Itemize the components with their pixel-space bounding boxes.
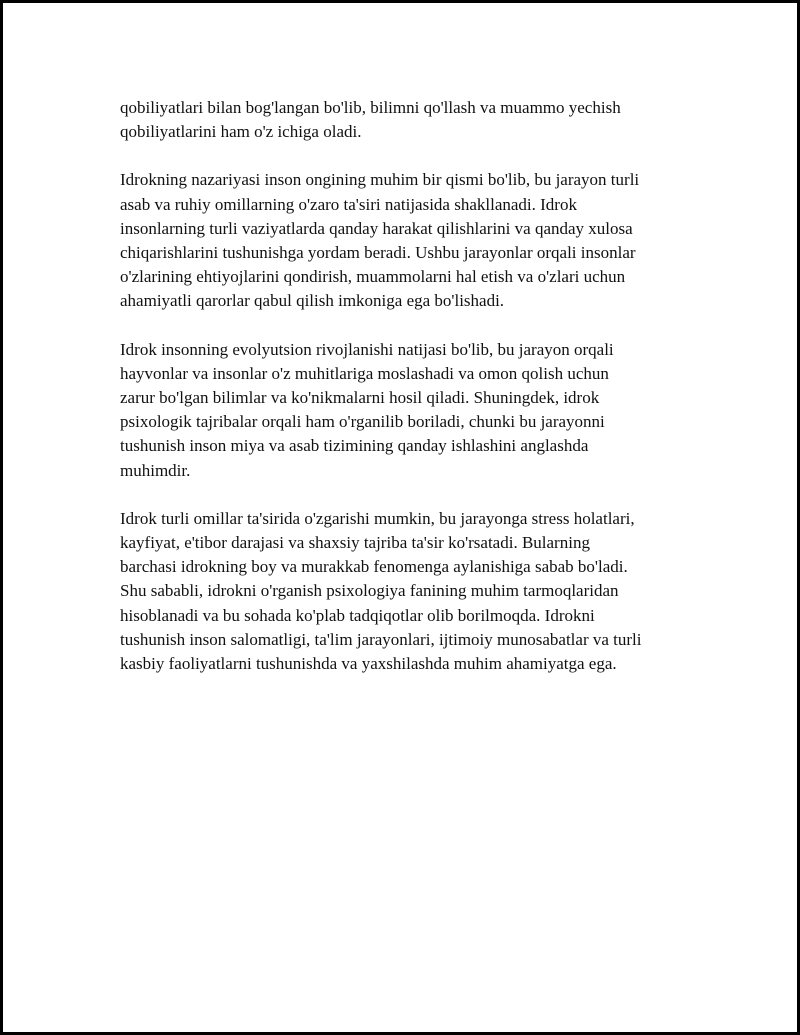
document-body (120, 96, 720, 676)
paragraph-1: qobiliyatlari bilan bog'langan bo'lib, bilimni qo'llash va muammo yechish qobiliyatlarini ham o'z ichiga oladi. (120, 98, 621, 142)
paragraph-2: Idrokning nazariyasi inson ongining muhim bir qismi bo'lib, bu jarayon turli asab va ruhiy omillarning o'zaro ta'siri natijasida shakllanadi. Idrok insonlarning turli vaziyatlarda qanday harakat qilishlarini va qanday xulosa chiqarishlarini tushunishga yordam beradi. Ushbu jarayonlar orqali insonlar o'zlarining ehtiyojlarini qondirish, muammolarni hal etish va o'zlari uchun ahamiyatli qarorlar qabul qilish imkoniga ega bo'lishadi. (120, 170, 640, 311)
paragraph-3: Idrok insonning evolyutsion rivojlanishi natijasi bo'lib, bu jarayon orqali hayvonlar va insonlar o'z muhitlariga moslashadi va omon qolish uchun zarur bo'lgan bilimlar va ko'nikmalarni hosil qiladi. Shuningdek, idrok psixologik tajribalar orqali ham o'rganilib boriladi, chunki bu jarayonni tushunish inson miya va asab tizimining qanday ishlashini anglashda muhimdir. (120, 339, 614, 480)
paragraph-4: Idrok turli omillar ta'sirida o'zgarishi mumkin, bu jarayonga stress holatlari, kayfiyat, e'tibor darajasi va shaxsiy tajriba ta'sir ko'rsatadi. Bularning barchasi idrokning boy va murakkab fenomenga aylanishiga sabab bo'ladi. Shu sababli, idrokni o'rganish psixologiya fanining muhim tarmoqlaridan hisoblanadi va bu sohada ko'plab tadqiqotlar olib borilmoqda. Idrokni tushunish inson salomatligi, ta'lim jarayonlari, ijtimoiy munosabatlar va turli kasbiy faoliyatlarni tushunishda va yaxshilashda muhim ahamiyatga ega. (120, 508, 642, 674)
